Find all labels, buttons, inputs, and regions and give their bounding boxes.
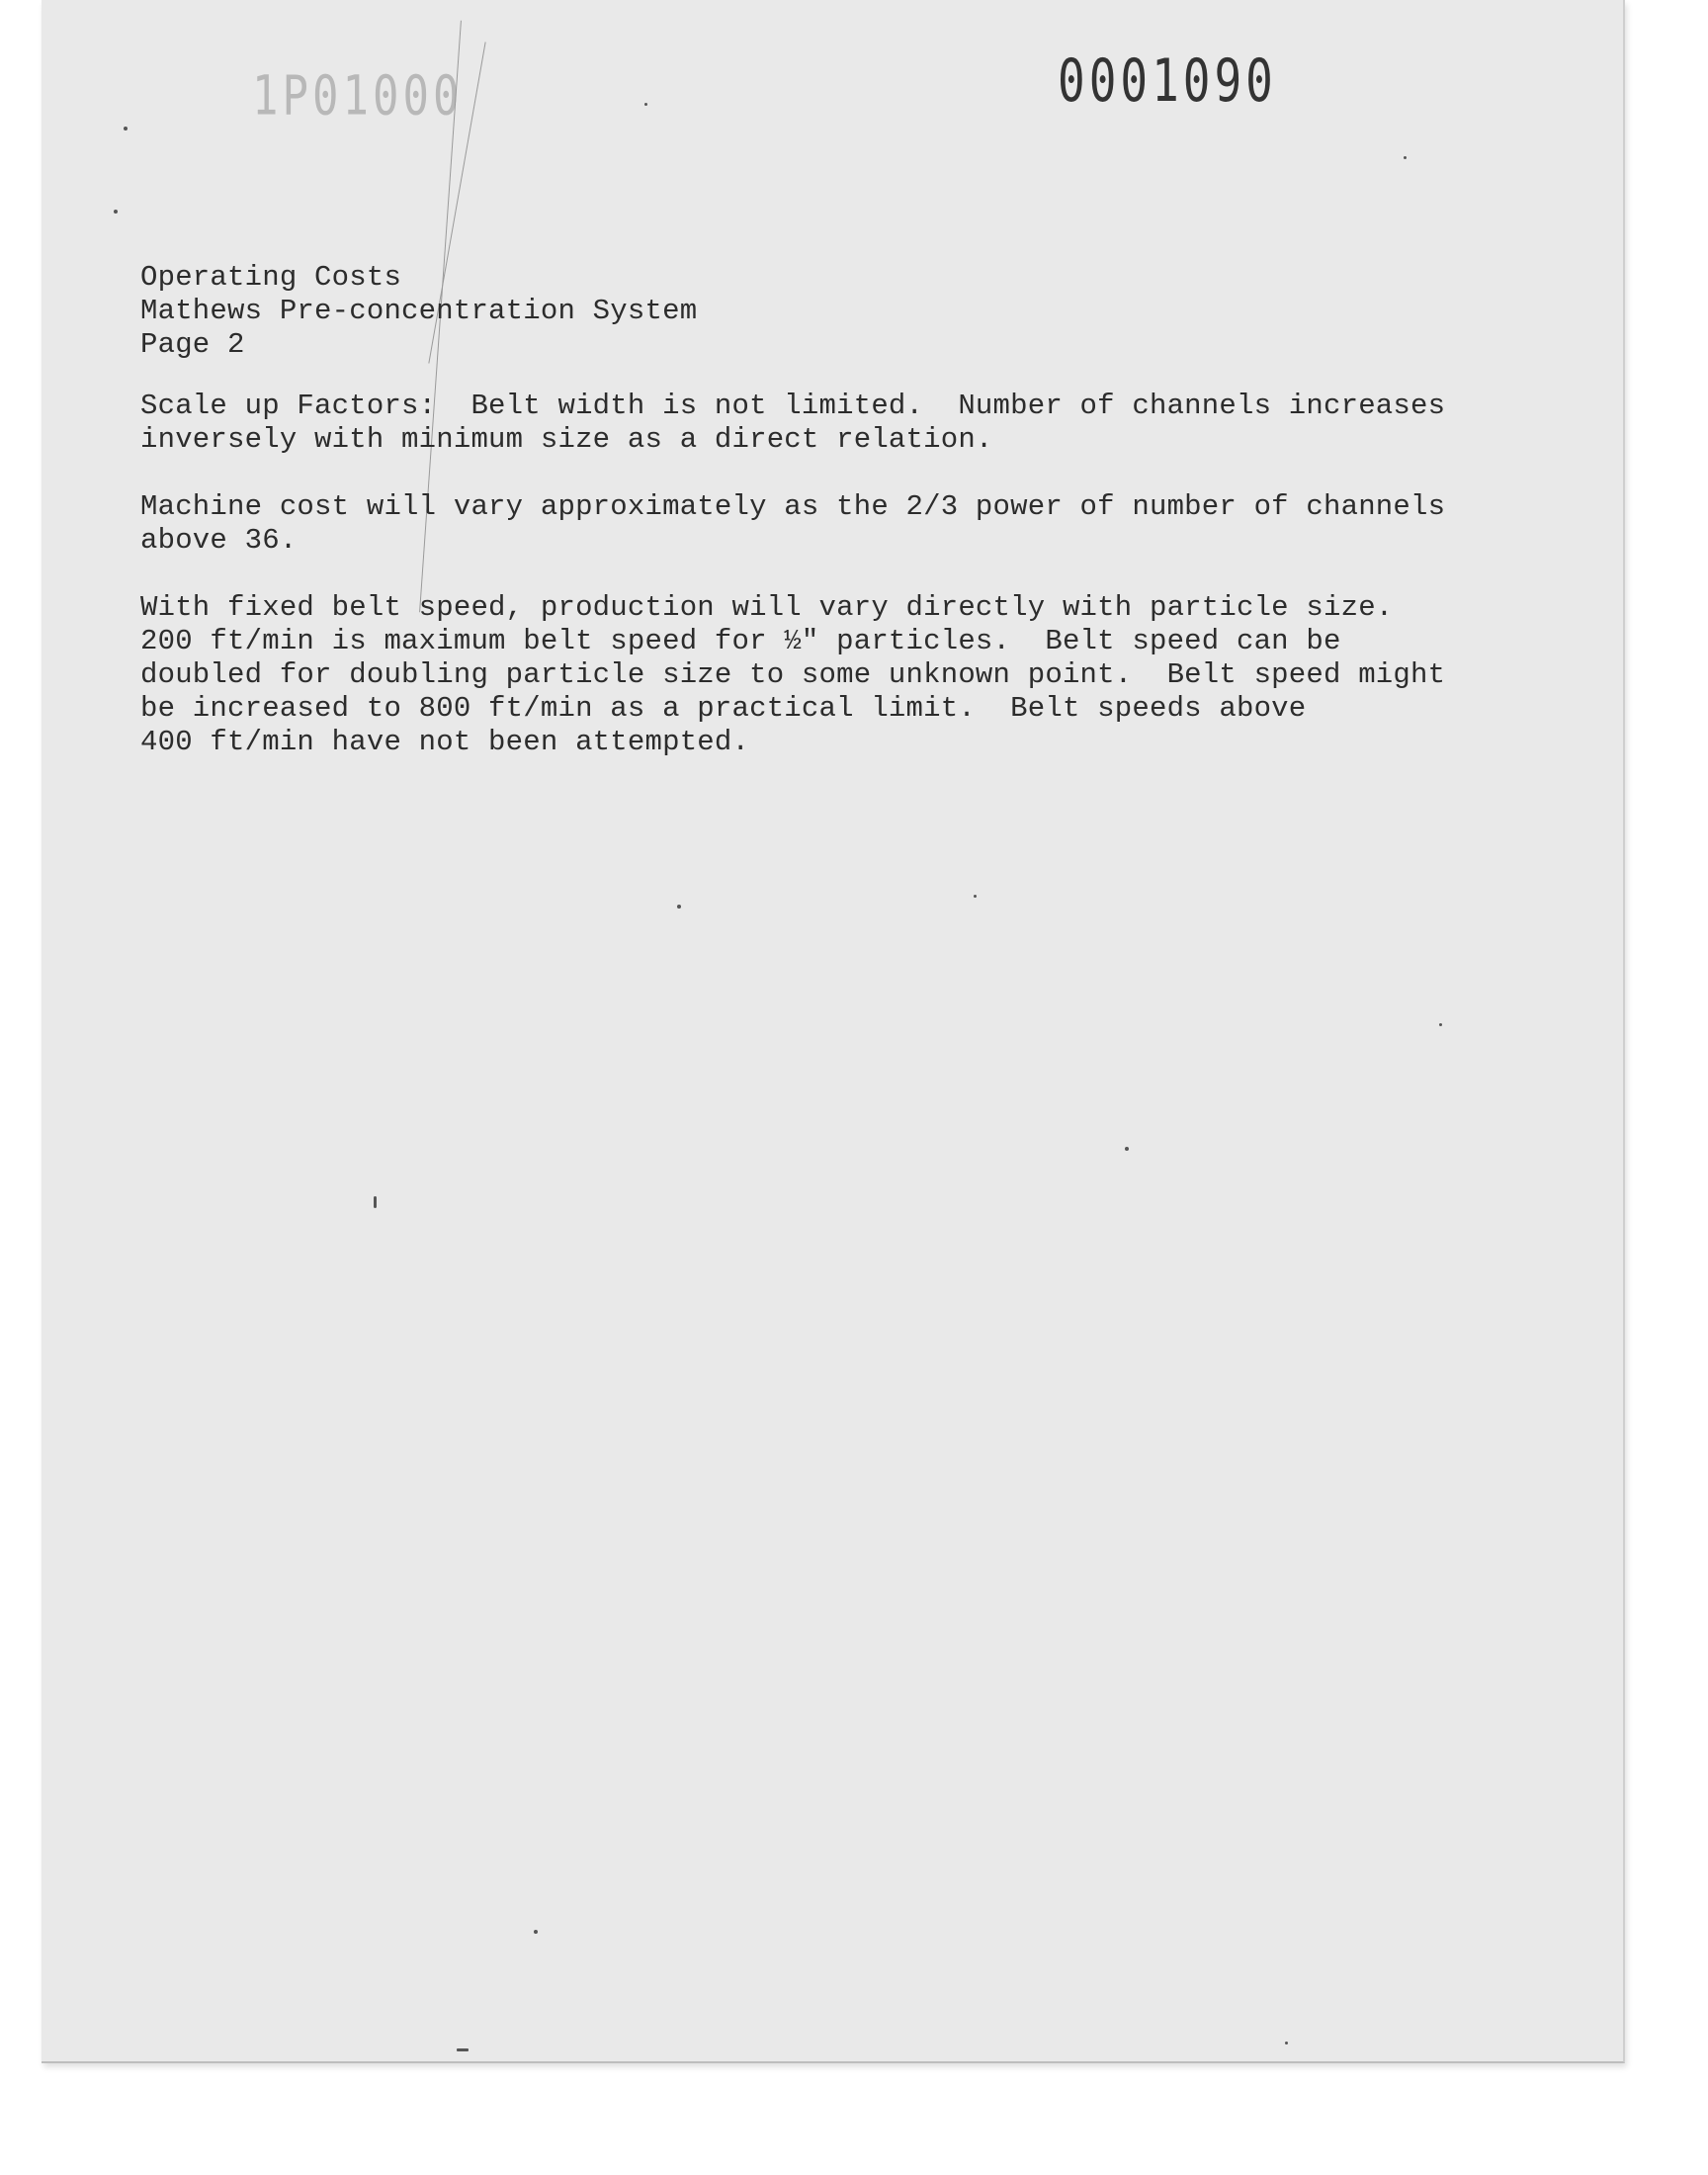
paragraph-machine-cost xyxy=(140,490,1445,558)
paragraph-line: Machine cost will vary approximately as the 2/3 power of number of channels xyxy=(140,490,1446,523)
paragraph-line: above 36. xyxy=(140,524,298,557)
paragraph-belt-speed xyxy=(140,591,1445,759)
scan-speck xyxy=(677,905,681,909)
document-stamp-number: 0001090 xyxy=(1058,44,1277,116)
scan-speck xyxy=(1439,1023,1442,1026)
scan-speck xyxy=(124,127,128,130)
paragraph-line: doubled for doubling particle size to some unknown point. Belt speed might xyxy=(140,658,1446,691)
paragraph-line: be increased to 800 ft/min as a practical limit. Belt speeds above xyxy=(140,692,1307,725)
scan-speck xyxy=(1285,2042,1288,2044)
paragraph-line: Scale up Factors: Belt width is not limited. Number of channels increases xyxy=(140,390,1446,422)
paragraph-line: 400 ft/min have not been attempted. xyxy=(140,726,750,758)
scan-speck xyxy=(534,1930,538,1934)
scan-speck xyxy=(974,895,977,898)
paragraph-line: 200 ft/min is maximum belt speed for ½" particles. Belt speed can be xyxy=(140,625,1341,657)
paragraph-scale-up-factors xyxy=(140,390,1445,457)
paragraph-line: With fixed belt speed, production will vary directly with particle size. xyxy=(140,591,1394,624)
scan-speck xyxy=(374,1196,377,1208)
document-header xyxy=(140,261,697,362)
scan-speck xyxy=(457,2048,469,2051)
header-title: Operating Costs xyxy=(140,261,402,294)
scan-speck xyxy=(644,103,647,106)
scan-speck xyxy=(114,210,118,214)
header-page-number: Page 2 xyxy=(140,328,245,361)
paragraph-line: inversely with minimum size as a direct relation. xyxy=(140,423,993,456)
scan-speck xyxy=(1404,156,1407,159)
scan-speck xyxy=(1125,1147,1129,1151)
faded-stamp-number: 1P01000 xyxy=(252,64,464,129)
header-subtitle: Mathews Pre-concentration System xyxy=(140,295,698,327)
